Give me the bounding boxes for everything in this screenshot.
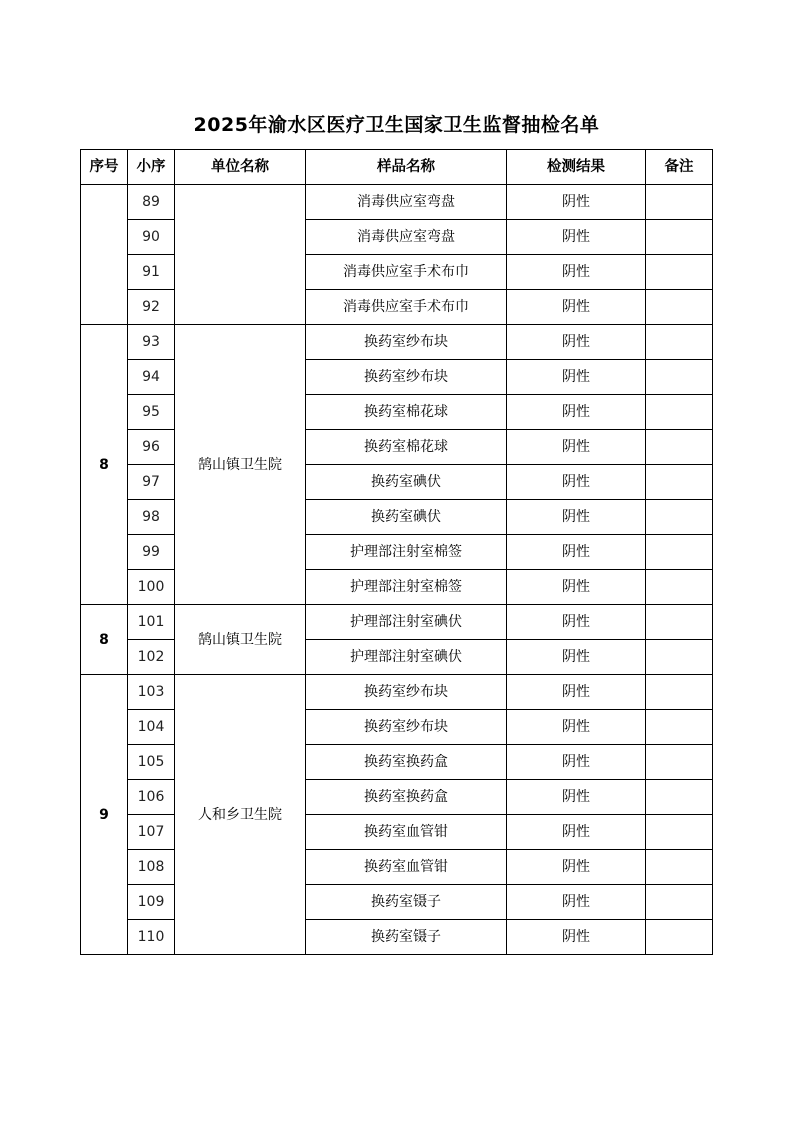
note-cell	[646, 850, 713, 885]
table-body	[81, 185, 713, 955]
group-seq-cell: 9	[81, 675, 128, 955]
header-note: 备注	[646, 150, 713, 185]
group-seq-cell: 8	[81, 605, 128, 675]
sample-name-cell: 换药室镊子	[306, 885, 507, 920]
result-cell: 阴性	[507, 605, 646, 640]
unit-name-cell: 人和乡卫生院	[175, 675, 306, 955]
note-cell	[646, 360, 713, 395]
sub-number-cell: 108	[128, 850, 175, 885]
sample-name-cell: 换药室碘伏	[306, 500, 507, 535]
unit-name-cell	[175, 185, 306, 325]
sample-name-cell: 换药室镊子	[306, 920, 507, 955]
result-cell: 阴性	[507, 850, 646, 885]
unit-name-cell: 鹄山镇卫生院	[175, 605, 306, 675]
sample-name-cell: 护理部注射室碘伏	[306, 640, 507, 675]
table-row	[81, 325, 713, 360]
result-cell: 阴性	[507, 675, 646, 710]
result-cell: 阴性	[507, 780, 646, 815]
note-cell	[646, 465, 713, 500]
sub-number-cell: 99	[128, 535, 175, 570]
note-cell	[646, 920, 713, 955]
note-cell	[646, 220, 713, 255]
note-cell	[646, 325, 713, 360]
result-cell: 阴性	[507, 395, 646, 430]
note-cell	[646, 885, 713, 920]
sample-name-cell: 换药室棉花球	[306, 430, 507, 465]
header-sub: 小序	[128, 150, 175, 185]
note-cell	[646, 430, 713, 465]
result-cell: 阴性	[507, 185, 646, 220]
result-cell: 阴性	[507, 430, 646, 465]
header-result: 检测结果	[507, 150, 646, 185]
sample-name-cell: 换药室纱布块	[306, 325, 507, 360]
header-seq: 序号	[81, 150, 128, 185]
result-cell: 阴性	[507, 920, 646, 955]
note-cell	[646, 535, 713, 570]
note-cell	[646, 815, 713, 850]
sample-name-cell: 护理部注射室碘伏	[306, 605, 507, 640]
result-cell: 阴性	[507, 360, 646, 395]
sub-number-cell: 109	[128, 885, 175, 920]
sub-number-cell: 95	[128, 395, 175, 430]
header-row	[81, 150, 713, 185]
sub-number-cell: 92	[128, 290, 175, 325]
sample-name-cell: 换药室血管钳	[306, 850, 507, 885]
note-cell	[646, 255, 713, 290]
table-row	[81, 605, 713, 640]
result-cell: 阴性	[507, 640, 646, 675]
sub-number-cell: 94	[128, 360, 175, 395]
result-cell: 阴性	[507, 745, 646, 780]
sub-number-cell: 103	[128, 675, 175, 710]
sub-number-cell: 97	[128, 465, 175, 500]
sub-number-cell: 101	[128, 605, 175, 640]
result-cell: 阴性	[507, 500, 646, 535]
sample-name-cell: 换药室纱布块	[306, 360, 507, 395]
sub-number-cell: 96	[128, 430, 175, 465]
sample-name-cell: 换药室血管钳	[306, 815, 507, 850]
note-cell	[646, 640, 713, 675]
result-cell: 阴性	[507, 535, 646, 570]
sub-number-cell: 110	[128, 920, 175, 955]
sub-number-cell: 102	[128, 640, 175, 675]
result-cell: 阴性	[507, 325, 646, 360]
sample-name-cell: 护理部注射室棉签	[306, 570, 507, 605]
group-seq-cell: 8	[81, 325, 128, 605]
sample-name-cell: 换药室换药盒	[306, 780, 507, 815]
sub-number-cell: 100	[128, 570, 175, 605]
sub-number-cell: 98	[128, 500, 175, 535]
sample-name-cell: 换药室换药盒	[306, 745, 507, 780]
sub-number-cell: 90	[128, 220, 175, 255]
result-cell: 阴性	[507, 885, 646, 920]
sub-number-cell: 104	[128, 710, 175, 745]
sample-name-cell: 换药室碘伏	[306, 465, 507, 500]
sub-number-cell: 93	[128, 325, 175, 360]
table-row	[81, 675, 713, 710]
sample-name-cell: 消毒供应室手术布巾	[306, 255, 507, 290]
result-cell: 阴性	[507, 710, 646, 745]
inspection-table	[80, 149, 713, 955]
sample-name-cell: 换药室棉花球	[306, 395, 507, 430]
note-cell	[646, 290, 713, 325]
sample-name-cell: 换药室纱布块	[306, 675, 507, 710]
group-seq-cell	[81, 185, 128, 325]
note-cell	[646, 570, 713, 605]
unit-name-cell: 鹄山镇卫生院	[175, 325, 306, 605]
note-cell	[646, 780, 713, 815]
sub-number-cell: 89	[128, 185, 175, 220]
header-sample: 样品名称	[306, 150, 507, 185]
sub-number-cell: 105	[128, 745, 175, 780]
header-unit: 单位名称	[175, 150, 306, 185]
note-cell	[646, 745, 713, 780]
sample-name-cell: 消毒供应室手术布巾	[306, 290, 507, 325]
result-cell: 阴性	[507, 290, 646, 325]
result-cell: 阴性	[507, 255, 646, 290]
sub-number-cell: 107	[128, 815, 175, 850]
page-title: 2025年渝水区医疗卫生国家卫生监督抽检名单	[193, 114, 600, 136]
table-row	[81, 185, 713, 220]
note-cell	[646, 605, 713, 640]
sub-number-cell: 91	[128, 255, 175, 290]
note-cell	[646, 185, 713, 220]
sample-name-cell: 护理部注射室棉签	[306, 535, 507, 570]
note-cell	[646, 500, 713, 535]
result-cell: 阴性	[507, 465, 646, 500]
note-cell	[646, 395, 713, 430]
note-cell	[646, 675, 713, 710]
sub-number-cell: 106	[128, 780, 175, 815]
sample-name-cell: 消毒供应室弯盘	[306, 220, 507, 255]
result-cell: 阴性	[507, 220, 646, 255]
sample-name-cell: 换药室纱布块	[306, 710, 507, 745]
result-cell: 阴性	[507, 815, 646, 850]
note-cell	[646, 710, 713, 745]
result-cell: 阴性	[507, 570, 646, 605]
sample-name-cell: 消毒供应室弯盘	[306, 185, 507, 220]
